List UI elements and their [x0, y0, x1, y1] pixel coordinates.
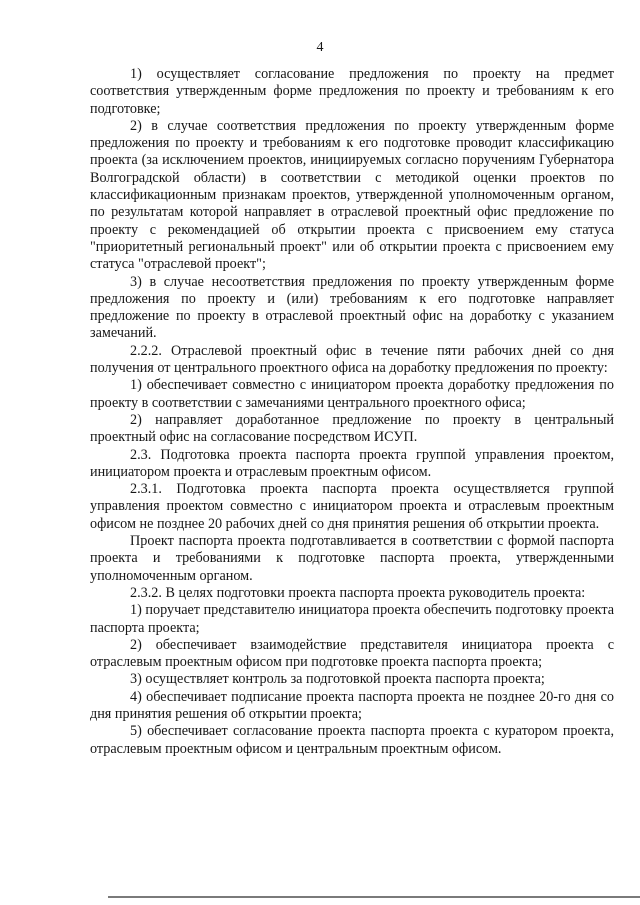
paragraph-1-3-revision: 3) в случае несоответствия предложения по проекту утвержденным форме предложения по проекту и (или) требованиям к его подготовке направляет предложение по проекту в отраслевой проектный офис на доработку с указанием замечаний. [90, 273, 614, 342]
paragraph-1-2-classification: 2) в случае соответствия предложения по проекту утвержденным форме предложения по проекту и требованиям к его подготовке проводит классификацию проекта (за исключением проектов, инициируемых согласно поручениям Губернатора Волгоградской области) в соответствии с методикой оценки проектов по классификационным признакам проектов, утвержденной уполномоченным органом, по результатам которой направляет в отраслевой проектный офис предложение по проекту с рекомендацией об открытии проекта с присвоением ему статуса "приоритетный региональный проект" или об открытии проекта с присвоением ему статуса "отраслевой проект"; [90, 117, 614, 273]
body-text [90, 66, 614, 758]
paragraph-2-2-2-item-1: 1) обеспечивает совместно с инициатором проекта доработку предложения по проекту в соответствии с замечаниями центрального проектного офиса; [90, 377, 614, 411]
paragraph-2-3-2-item-4: 4) обеспечивает подписание проекта паспорта проекта не позднее 20-го дня со дня принятия решения об открытии проекта; [90, 688, 614, 722]
paragraph-2-3-2-item-5: 5) обеспечивает согласование проекта паспорта проекта с куратором проекта, отраслевым проектным офисом и центральным проектным офисом. [90, 723, 614, 757]
page-number: 4 [316, 40, 324, 55]
paragraph-1-1-agreement: 1) осуществляет согласование предложения по проекту на предмет соответствия утвержденным форме предложения по проекту и требованиям к его подготовке; [90, 66, 614, 117]
paragraph-2-2-2-item-2: 2) направляет доработанное предложение по проекту в центральный проектный офис на согласование посредством ИСУП. [90, 411, 614, 446]
bottom-divider [108, 896, 640, 898]
paragraph-2-3-1: 2.3.1. Подготовка проекта паспорта проекта осуществляется группой управления проектом совместно с инициатором проекта и отраслевым проектным офисом не позднее 20 рабочих дней со дня принятия решения об открытии проекта. [90, 481, 614, 532]
paragraph-passport-form: Проект паспорта проекта подготавливается в соответствии с формой паспорта проекта и требованиями к подготовке паспорта проекта, утвержденными уполномоченным органом. [90, 533, 614, 584]
paragraph-2-3-2: 2.3.2. В целях подготовки проекта паспорта проекта руководитель проекта: [130, 584, 586, 601]
paragraph-2-3-2-item-3: 3) осуществляет контроль за подготовкой проекта паспорта проекта; [130, 671, 545, 688]
paragraph-2-2-2: 2.2.2. Отраслевой проектный офис в течение пяти рабочих дней со дня получения от центрального проектного офиса на доработку предложения по проекту: [90, 342, 614, 377]
paragraph-2-3-2-item-1: 1) поручает представителю инициатора проекта обеспечить подготовку проекта паспорта проекта; [90, 602, 614, 636]
paragraph-2-3-2-item-2: 2) обеспечивает взаимодействие представителя инициатора проекта с отраслевым проектным офисом при подготовке проекта паспорта проекта; [90, 636, 614, 671]
paragraph-2-3: 2.3. Подготовка проекта паспорта проекта группой управления проектом, инициатором проекта и отраслевым проектным офисом. [90, 446, 614, 480]
